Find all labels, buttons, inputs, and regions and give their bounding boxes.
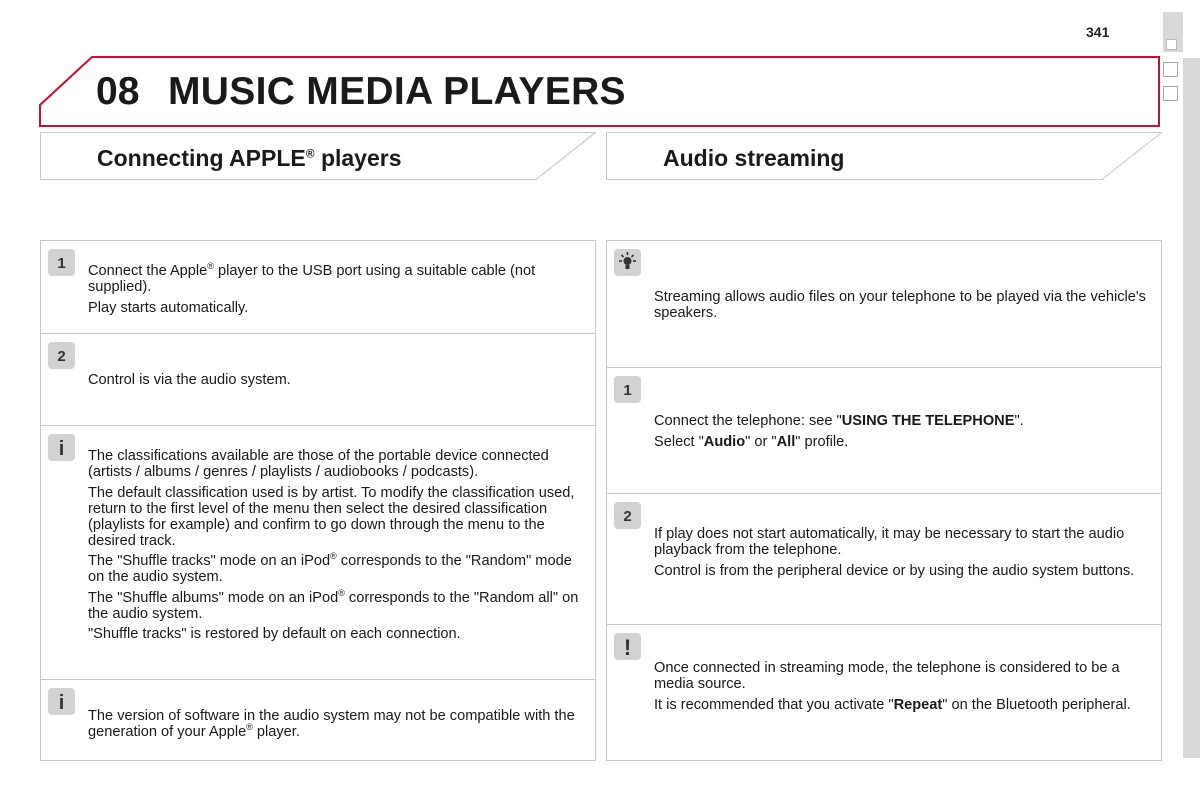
info-icon (47, 433, 77, 463)
right-info-panel (606, 240, 1162, 761)
block-text: The classifications available are those of the portable device connected (artists / albums / genres / playlists / audiobooks / podcasts). The default classification used is by artist. To modify the classification used, return to the first level of the menu then select the desired classification (playlists for example) and confirm to go down through the menu to the desired track. The "Shuffle tracks" mode on an iPod® corresponds to the "Random" mode on the audio system. The "Shuffle albums" mode on an iPod® corresponds to the "Random all" on the audio system. "Shuffle tracks" is restored by default on each connection. (88, 448, 579, 642)
svg-text:i: i (58, 692, 65, 714)
info-icon (47, 687, 77, 717)
info-block (607, 624, 1161, 762)
side-tab-box (1163, 86, 1178, 101)
info-block (607, 493, 1161, 625)
side-tab-box (1163, 62, 1178, 77)
right-section-heading (606, 132, 1162, 180)
block-text: Once connected in streaming mode, the telephone is considered to be a media source. It is recommended that you activate "Repeat" on the Bluetooth peripheral. (654, 660, 1131, 713)
left-section-title: Connecting APPLE® players (97, 145, 402, 171)
chapter-number: 08 (96, 70, 140, 113)
info-block (41, 425, 595, 680)
info-block (41, 333, 595, 426)
block-text: If play does not start automatically, it may be necessary to start the audio playback from the telephone. Control is from the peripheral device or by using the audio system buttons. (654, 526, 1135, 579)
info-block (607, 241, 1161, 367)
step-2-icon (613, 501, 643, 531)
svg-text:2: 2 (57, 348, 66, 365)
block-text: Connect the Apple® player to the USB port using a suitable cable (not supplied). Play starts automatically. (88, 261, 536, 316)
warning-icon (613, 632, 643, 662)
info-block (607, 367, 1161, 494)
right-section-title: Audio streaming (663, 145, 845, 171)
step-1-icon (47, 248, 77, 278)
page-edge-strip (1183, 58, 1200, 758)
left-info-panel (40, 240, 596, 761)
chapter-side-tab (1163, 12, 1183, 52)
svg-text:!: ! (623, 635, 632, 660)
block-text: Streaming allows audio files on your telephone to be played via the vehicle's speakers. (654, 289, 1146, 321)
svg-text:1: 1 (57, 255, 66, 272)
info-block (41, 679, 595, 762)
info-block (41, 241, 595, 333)
page-number: 341 (1086, 24, 1110, 40)
block-text: Connect the telephone: see "USING THE TELEPHONE". Select "Audio" or "All" profile. (654, 413, 1024, 450)
svg-text:2: 2 (623, 508, 632, 525)
left-section-heading (40, 132, 596, 180)
svg-text:i: i (58, 438, 65, 460)
step-2-icon (47, 341, 77, 371)
step-1-icon (613, 375, 643, 405)
block-text: Control is via the audio system. (88, 372, 291, 388)
svg-text:1: 1 (623, 382, 632, 399)
chapter-title: MUSIC MEDIA PLAYERS (168, 70, 626, 113)
block-text: The version of software in the audio system may not be compatible with the generation of your Apple® player. (88, 708, 575, 740)
tip-lightbulb-icon (613, 248, 643, 278)
